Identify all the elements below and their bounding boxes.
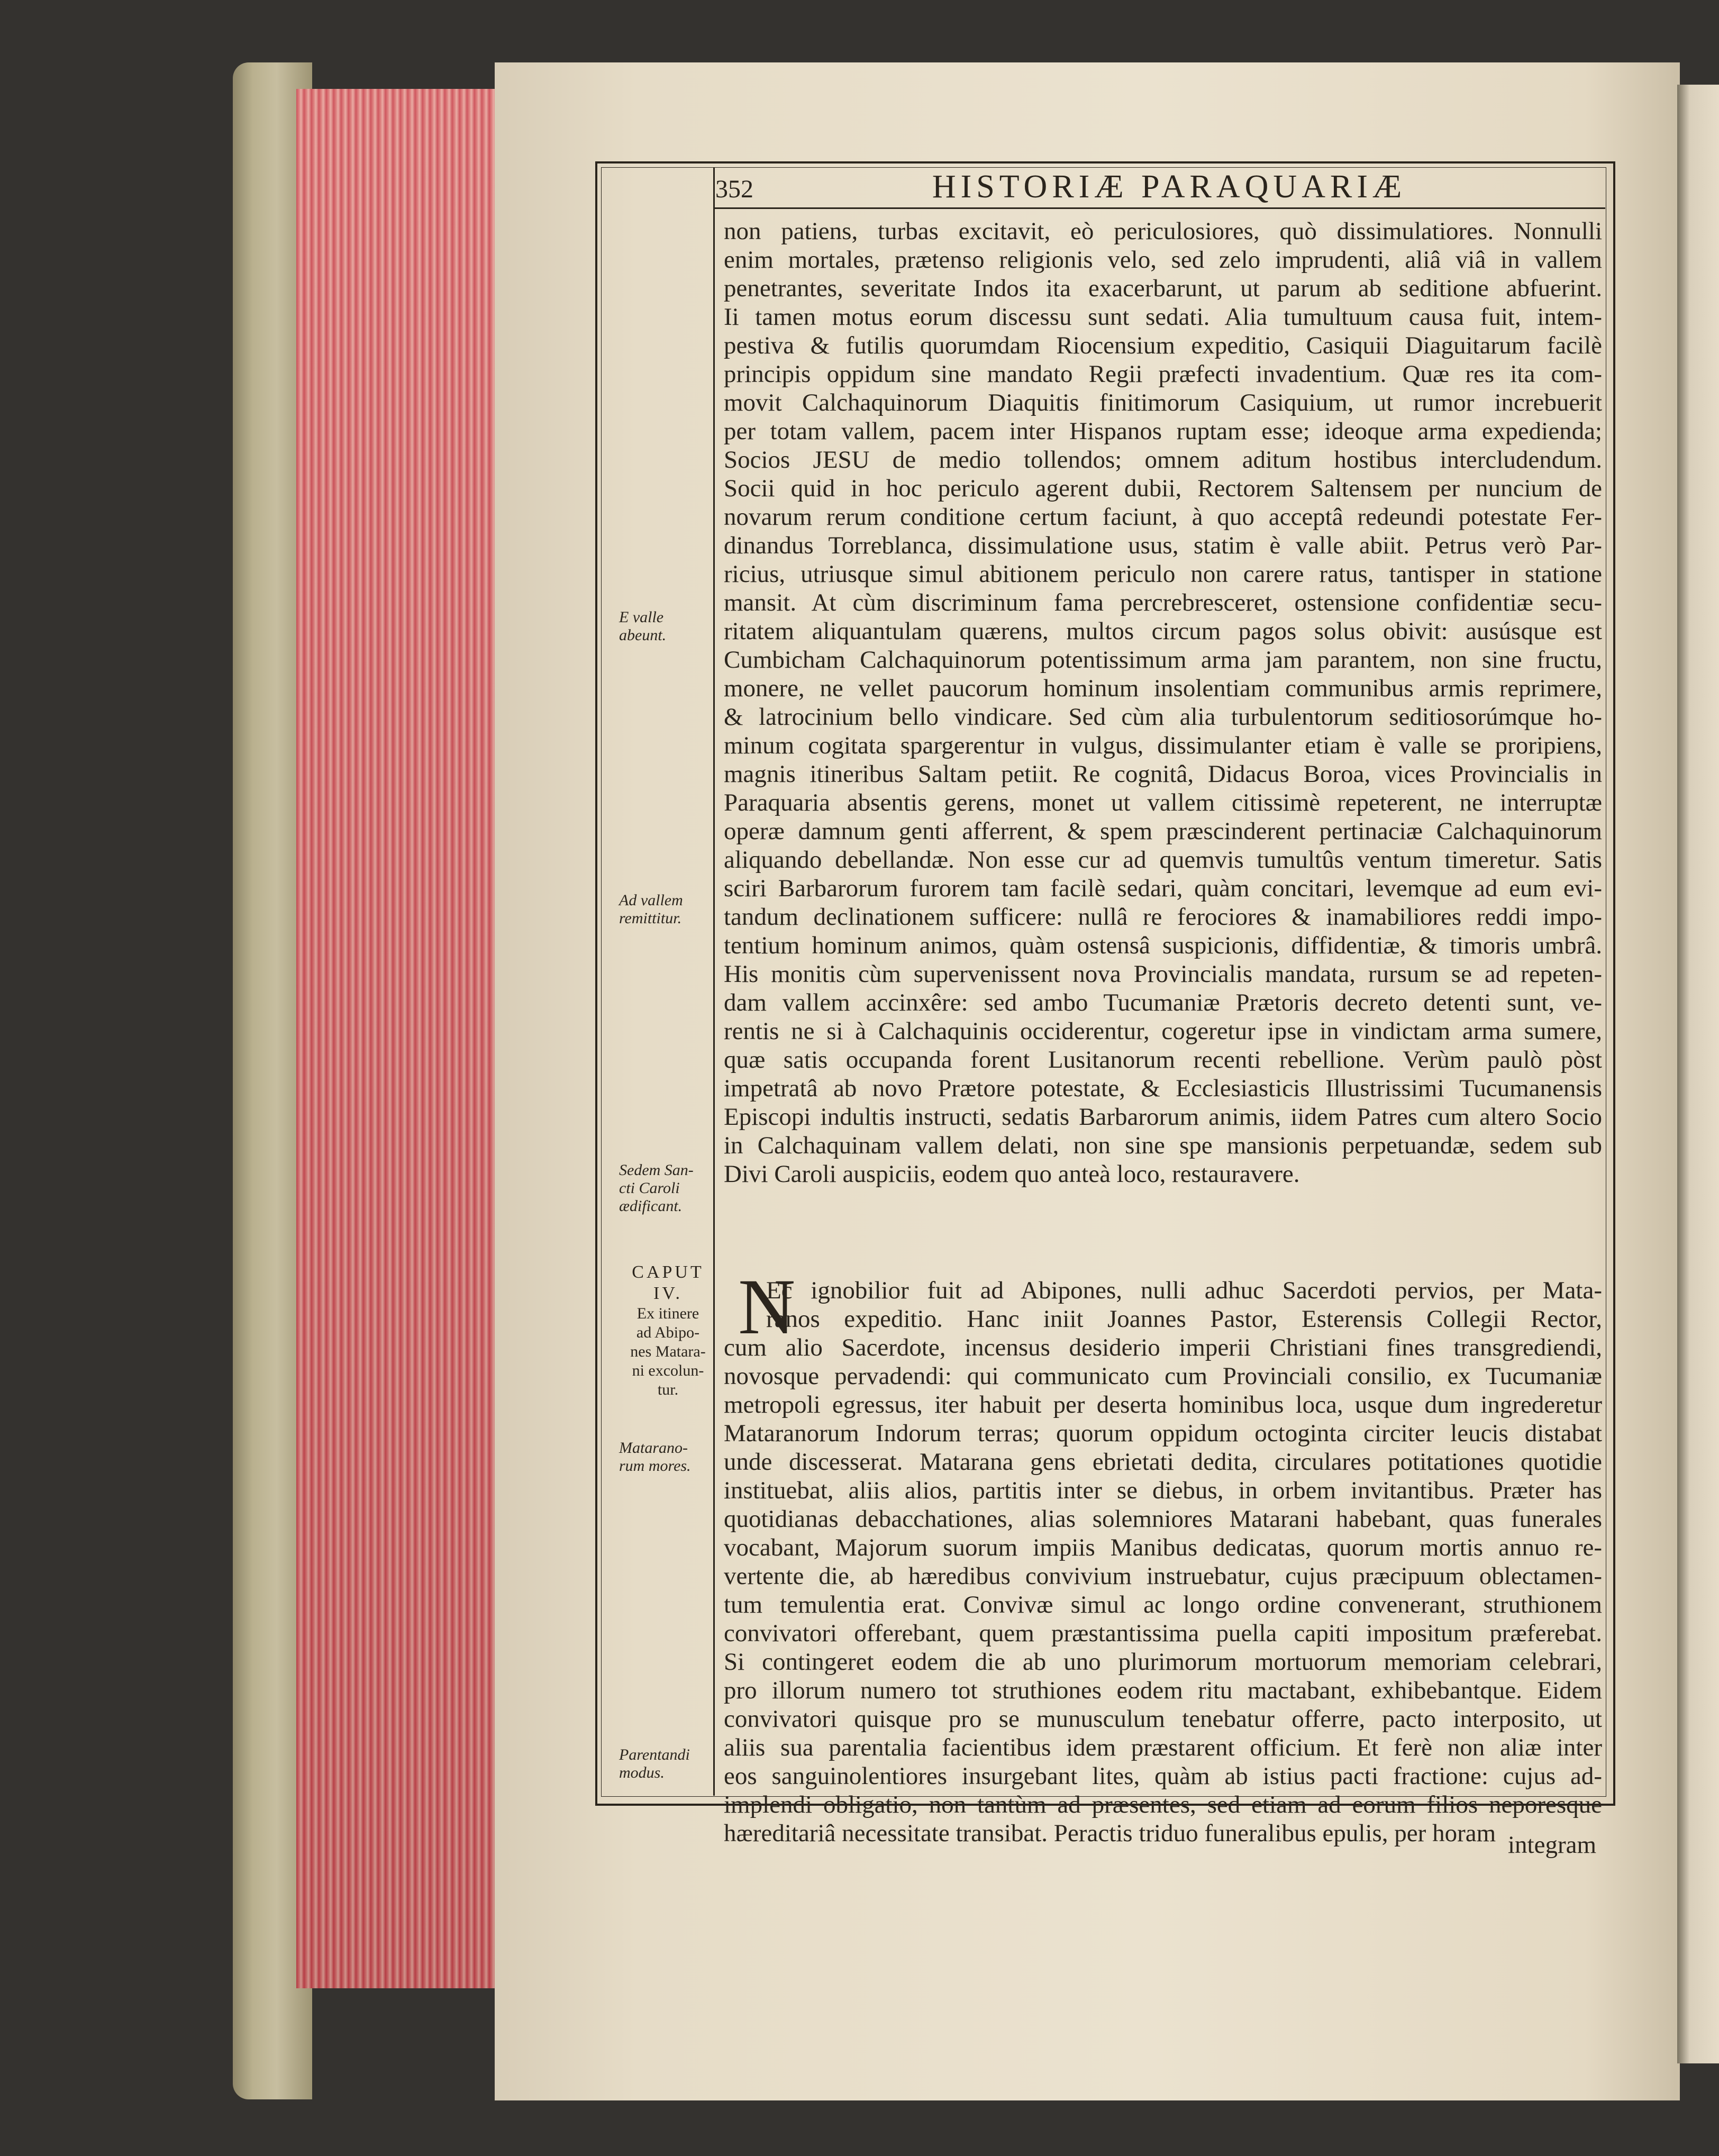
text-line: & latrocinium bello vindicare. Sed cùm alia turbulentorum seditiosorúmque ho-: [724, 703, 1602, 731]
text-line: Si contingeret eodem die ab uno plurimorum mortuorum memoriam celebrari,: [724, 1648, 1602, 1676]
text-line: minum cogitata spargerentur in vulgus, dissimulanter etiam è valle se proripiens,: [724, 732, 1602, 759]
margin-note-line: rum mores.: [619, 1457, 691, 1475]
text-line: rentis ne si à Calchaquinis occiderentur, cogeretur ipse in vindictam arma sumere,: [724, 1017, 1602, 1045]
chapter-title: CAPUT: [632, 1262, 704, 1282]
text-line: quotidianas debacchationes, alias solemniores Matarani habebant, quas funerales: [724, 1505, 1602, 1533]
text-line: tum temulentia erat. Convivæ simul ac longo ordine convenerant, struthionem: [724, 1591, 1602, 1618]
text-line: sciri Barbarorum furorem tam facilè sedari, quàm concitari, levemque ad eum evi-: [724, 875, 1602, 902]
drop-cap: N: [738, 1263, 796, 1351]
margin-note-sedem: [619, 1161, 709, 1215]
text-line: movit Calchaquinorum Diaquitis finitimorum Casiquium, ut rumor increbuerit: [724, 389, 1602, 416]
text-line: quæ satis occupanda forent Lusitanorum recenti rebellione. Verùm paulò pòst: [724, 1046, 1602, 1074]
right-page-edge: [1677, 85, 1719, 2063]
text-line: Episcopi indultis instructi, sedatis Barbarorum animis, iidem Patres cum altero Socio: [724, 1103, 1602, 1131]
text-line: instituebat, aliis alios, partitis inter se diebus, in orbem invitantibus. Præter has: [724, 1477, 1602, 1504]
text-line: ricius, utriusque simul abitionem periculo non carere ratus, tantisper in statione: [724, 560, 1602, 588]
text-line: penetrantes, severitate Indos ita exacerbarunt, ut parum ab seditione abfuerint.: [724, 275, 1602, 302]
text-line: implendi obligatio, non tantùm ad præsentes, sed etiam ad eorum filios neporesque: [724, 1791, 1602, 1818]
margin-note-line: Ad vallem: [619, 891, 683, 909]
text-line: aliis sua parentalia facientibus idem præstarent officium. Et ferè non aliæ inter: [724, 1734, 1602, 1761]
text-line: dam vallem accinxêre: sed ambo Tucumaniæ Prætoris decreto detenti sunt, ve-: [724, 989, 1602, 1016]
margin-note-line: Matarano-: [619, 1439, 688, 1457]
text-line: impetratâ ab novo Prætore potestate, & Ecclesiasticis Illustrissimi Tucumanensis: [724, 1075, 1602, 1102]
text-line: Cumbicham Calchaquinorum potentissimum arma jam parantem, non sine fructu,: [724, 646, 1602, 674]
text-line: unde discesserat. Matarana gens ebrietati dedita, circulares potitationes quotidie: [724, 1448, 1602, 1476]
page-number: 352: [715, 175, 753, 203]
text-line: tandum declinationem sufficere: nullâ re ferociores & inamabiliores reddi impo-: [724, 903, 1602, 931]
text-line: novosque pervadendi: qui communicato cum Provinciali consilio, ex Tucumaniæ: [724, 1362, 1602, 1390]
text-line: Divi Caroli auspiciis, eodem quo anteà loco, restauravere.: [724, 1160, 1300, 1188]
chapter-summary-line: Ex itinere: [636, 1305, 699, 1322]
text-line: hæreditariâ necessitate transibat. Peractis triduo funeralibus epulis, per horam: [724, 1820, 1496, 1847]
text-line: convivatori offerebant, quem præstantissima puella capiti impositum præferebat.: [724, 1620, 1602, 1647]
text-line: dinandus Torreblanca, dissimulatione usus, statim è valle abiit. Petrus verò Par-: [724, 532, 1602, 559]
text-line: operæ damnum genti afferrent, & spem præscinderent pertinaciæ Calchaquinorum: [724, 817, 1602, 845]
text-line: metropoli egressus, iter habuit per deserta hominibus loca, usque dum ingrederetur: [724, 1391, 1602, 1418]
text-line: novarum rerum conditione certum faciunt, à quo acceptâ redeundi potestate Fer-: [724, 503, 1602, 531]
paragraph-2: [724, 1276, 1602, 1848]
text-line: convivatori quisque pro se munusculum tenebatur offerre, pacto interposito, ut: [724, 1705, 1602, 1733]
text-line: Paraquaria absentis gerens, monet ut vallem citissimè repeterent, ne interruptæ: [724, 789, 1602, 816]
text-line: cum alio Sacerdote, incensus desiderio imperii Christiani fines transgrediendi,: [724, 1334, 1602, 1361]
chapter-summary-line: tur.: [657, 1381, 679, 1398]
margin-note-line: modus.: [619, 1764, 665, 1781]
text-line: His monitis cùm supervenissent nova Provincialis mandata, rursum se ad repeten-: [724, 960, 1602, 988]
text-line: Socii quid in hoc periculo agerent dubii, Rectorem Saltensem per nuncium de: [724, 475, 1602, 502]
text-line: in Calchaquinam vallem delati, non sine spe mansionis perpetuandæ, sedem sub: [724, 1132, 1602, 1159]
chapter-heading: [630, 1262, 706, 1399]
margin-note-line: cti Caroli: [619, 1179, 680, 1197]
text-line: pro illorum numero tot struthiones eodem ritu mactabant, exhibebantque. Eidem: [724, 1677, 1602, 1704]
text-line: Ii tamen motus eorum discessu sunt sedati. Alia tumultuum causa fuit, intem-: [724, 303, 1602, 331]
margin-rule: [713, 167, 715, 1796]
text-line: vertente die, ab hæredibus convivium instruebatur, cujus præcipuum oblectamen-: [724, 1562, 1602, 1590]
text-line: eos sanguinolentiores insurgebant lites, quàm ab istius pacti fractione: cujus ad-: [724, 1762, 1602, 1790]
margin-note-line: Parentandi: [619, 1746, 690, 1763]
chapter-summary-line: ad Abipo-: [636, 1324, 700, 1341]
text-line: mansit. At cùm discriminum fama percrebresceret, ostensione confidentiæ secu-: [724, 589, 1602, 616]
margin-note-ad-vallem: [619, 891, 709, 927]
margin-note-line: ædificant.: [619, 1197, 683, 1215]
text-line: magnis itineribus Saltam petiit. Re cognitâ, Didacus Boroa, vices Provincialis in: [724, 760, 1602, 788]
text-line: Ec ignobilior fuit ad Abipones, nulli adhuc Sacerdoti pervios, per Mata-: [766, 1277, 1602, 1304]
header-rule: [713, 207, 1605, 209]
chapter-summary-line: ni excolun-: [632, 1362, 704, 1379]
catchword: integram: [1508, 1831, 1597, 1859]
text-line: aliquando debellandæ. Non esse cur ad quemvis tumultûs ventum timeretur. Satis: [724, 846, 1602, 874]
margin-note-valle-abeunt: [619, 608, 709, 644]
text-line: pestiva & futilis quorumdam Riocensium expeditio, Casiquii Diaguitarum facilè: [724, 332, 1602, 359]
text-line: ranos expeditio. Hanc iniit Joannes Pastor, Esterensis Collegii Rector,: [766, 1305, 1602, 1333]
text-line: non patiens, turbas excitavit, eò periculosiores, quò dissimulatiores. Nonnulli: [724, 217, 1602, 245]
running-head: HISTORIÆ PARAQUARIÆ: [932, 169, 1407, 205]
margin-note-line: E valle: [619, 608, 664, 626]
margin-note-mataranorum: [619, 1439, 709, 1475]
text-line: per totam vallem, pacem inter Hispanos ruptam esse; ideoque arma expedienda;: [724, 417, 1602, 445]
paragraph-1: [724, 217, 1602, 1188]
chapter-summary-line: nes Matara-: [630, 1343, 706, 1360]
text-line: enim mortales, prætenso religionis velo, sed zelo imprudenti, aliâ viâ in vallem: [724, 246, 1602, 274]
margin-note-line: abeunt.: [619, 626, 667, 644]
margin-note-line: Sedem San-: [619, 1161, 694, 1179]
text-line: monere, ne vellet paucorum hominum insolentiam communibus armis reprimere,: [724, 675, 1602, 702]
margin-note-line: remittitur.: [619, 909, 682, 927]
text-line: principis oppidum sine mandato Regii præfecti invadentium. Quæ res ita com-: [724, 360, 1602, 388]
text-line: tentium hominum animos, quàm ostensâ suspicionis, diffidentiæ, & timoris umbrâ.: [724, 932, 1602, 959]
text-line: vocabant, Majorum suorum impiis Manibus dedicatas, quorum mortis annuo re-: [724, 1534, 1602, 1561]
text-line: Mataranorum Indorum terras; quorum oppidum octoginta circiter leucis distabat: [724, 1420, 1602, 1447]
page-edges: [296, 89, 500, 1988]
text-line: ritatem aliquantulam quærens, multos circum pagos solus obivit: ausúsque est: [724, 617, 1602, 645]
margin-note-parentandi: [619, 1746, 709, 1782]
text-line: Socios JESU de medio tollendos; omnem aditum hostibus intercludendum.: [724, 446, 1602, 474]
chapter-number: IV.: [653, 1284, 683, 1303]
